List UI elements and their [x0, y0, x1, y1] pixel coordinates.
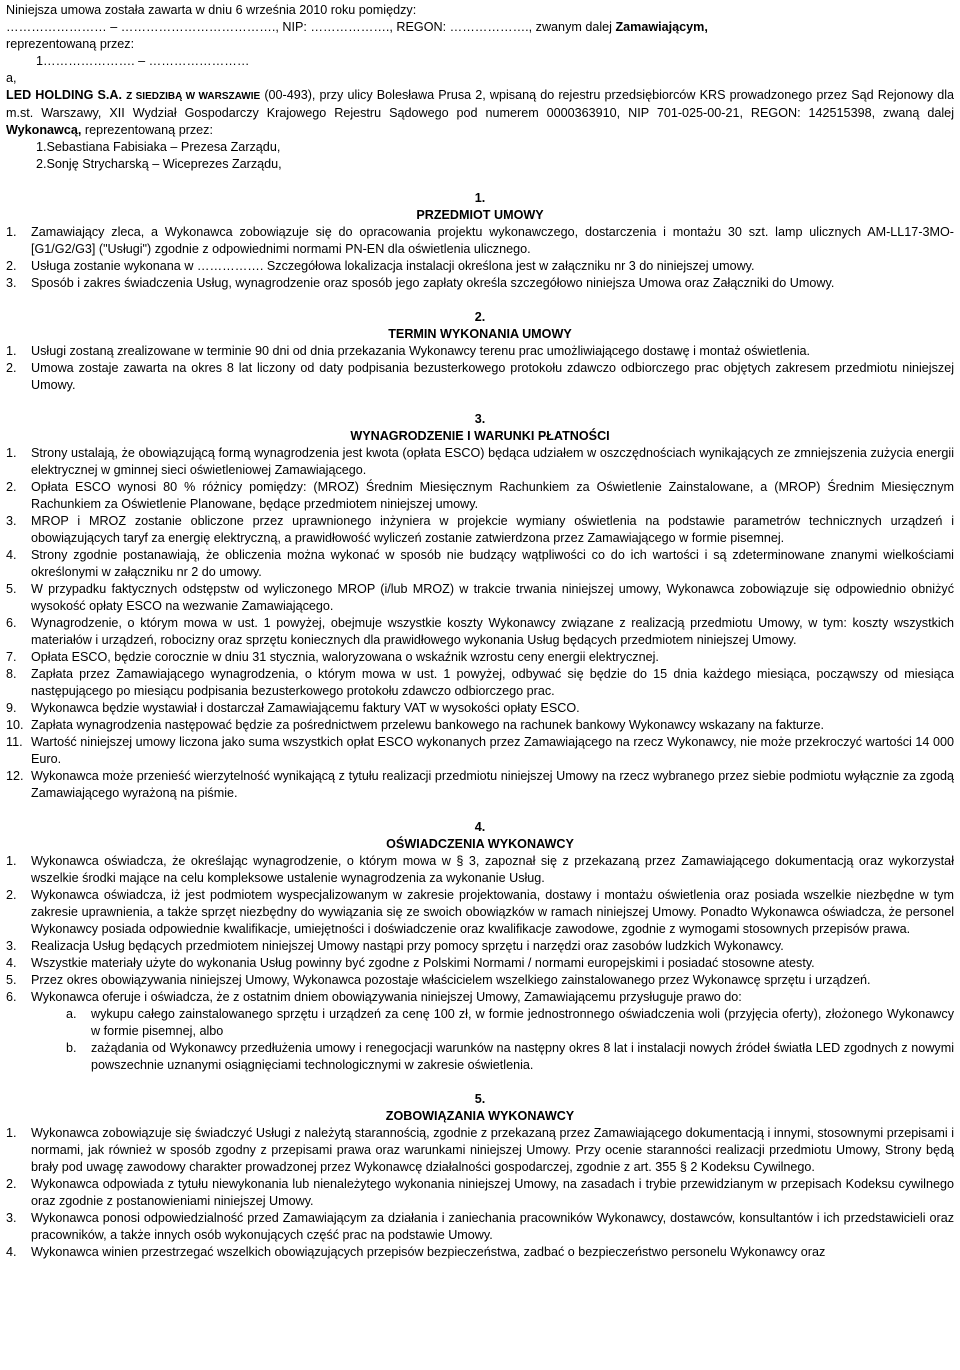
item-number: 2. [6, 259, 17, 273]
item-number: 3. [6, 939, 17, 953]
item-number: 1. [6, 1126, 17, 1140]
item-text: MROP i MROZ zostanie obliczone przez uprawnionego inżyniera w projekcie wymiany oświetlenia na podstawie parametrów technicznych urządzeń i obowiązujących taryf za energię elektryczną, a prawidłowość wyliczeń zostanie zatwierdzona przez Zamawiającego w formie pisemnej. [31, 514, 954, 545]
list-item [6, 972, 954, 989]
company-paragraph [6, 87, 954, 139]
item-text: Zamawiający zleca, a Wykonawca zobowiązuje się do opracowania projektu wykonawczego, dostarczenia i montażu 30 szt. lamp ulicznych AM-LL17-3MO-[G1/G2/G3] ("Usługi") zgodnie z odpowiednimi normami PN-EN dla oświetlenia ulicznego. [31, 225, 954, 256]
intro-party-placeholder: …………………… – ………………………………., NIP: ………………., REGON: ………………., zwanym dalej [6, 20, 612, 34]
intro-line-5: a, [6, 71, 17, 85]
company-seat: Z SIEDZIBĄ W WARSZAWIE [126, 91, 261, 102]
representative-1: 1.Sebastiana Fabisiaka – Prezesa Zarządu, [36, 140, 281, 154]
item-text: Opłata ESCO, będzie corocznie w dniu 31 stycznia, waloryzowana o wskaźnik wzrostu ceny energii elektrycznej. [31, 650, 659, 664]
sub-item-letter: b. [66, 1041, 77, 1055]
item-text: Wykonawca zobowiązuje się świadczyć Usługi z należytą starannością, zgodnie z przekazaną przez Zamawiającego dokumentacją i innymi, stosownymi przepisami i normami, jak również w sposób zgodny z przepisami prawa oraz warunkami niniejszej Umowy. Przy ocenie staranności realizacji przedmiotu Umowy, Strony będą brały pod uwagę zawodowy charakter prowadzonej przez Wykonawcę działalności gospodarczej, zgodnie z art. 355 § 2 Kodeksu Cywilnego. [31, 1126, 954, 1174]
item-number: 4. [6, 1245, 17, 1259]
item-text: Wykonawca oferuje i oświadcza, że z ostatnim dniem obowiązywania niniejszej Umowy, Zamawiającemu przysługuje prawo do: [31, 990, 742, 1004]
list-item [6, 649, 954, 666]
sub-item [6, 1040, 954, 1074]
section-number: 1. [474, 191, 486, 205]
item-text: Wykonawca będzie wystawiał i dostarczał Zamawiającemu faktury VAT w wysokości opłaty ESCO. [31, 701, 580, 715]
list-item [6, 445, 954, 479]
list-item [6, 955, 954, 972]
list-item [6, 343, 954, 360]
item-text: Zapłata przez Zamawiającego wynagrodzenia, o którym mowa w ust. 1 powyżej, odbywać się będzie do 15 dnia każdego miesiąca, począwszy od miesiąca następującego po miesiącu podpisania bezusterkowego protokołu zdawczo odbiorczego prac. [31, 667, 954, 698]
item-number: 8. [6, 667, 17, 681]
item-text: Zapłata wynagrodzenia następować będzie za pośrednictwem przelewu bankowego na rachunek bankowy Wykonawcy wskazany na fakturze. [31, 718, 825, 732]
intro-party-role: Zamawiającym, [615, 20, 708, 34]
list-item [6, 666, 954, 700]
representative-2: 2.Sonję Strycharską – Wiceprezes Zarządu, [36, 157, 282, 171]
list-item [6, 989, 954, 1006]
list-item [6, 615, 954, 649]
list-item [6, 1244, 954, 1261]
section-title: OŚWIADCZENIA WYKONAWCY [386, 837, 574, 851]
item-number: 11. [6, 735, 23, 749]
company-tail: reprezentowaną przez: [84, 123, 213, 137]
item-number: 10. [6, 718, 24, 732]
item-number: 4. [6, 548, 17, 562]
intro-line-2 [6, 19, 954, 36]
item-number: 2. [6, 1177, 17, 1191]
item-number: 2. [6, 888, 17, 902]
item-text: Opłata ESCO wynosi 80 % różnicy pomiędzy: (MROZ) Średnim Miesięcznym Rachunkiem za Oświetlenie Zainstalowane, a (MROP) Średnim Miesięcznym Rachunkiem za Oświetlenie Planowane, będące przedmiotem niniejszej umowy. [31, 480, 954, 511]
item-text: Umowa zostaje zawarta na okres 8 lat liczony od daty podpisania bezusterkowego protokołu zdawczo odbiorczego prac objętych zakresem przedmiotu niniejszej Umowy. [31, 361, 954, 392]
list-item [6, 360, 954, 394]
list-item [6, 768, 954, 802]
section-title: WYNAGRODZENIE I WARUNKI PŁATNOŚCI [350, 429, 610, 443]
item-text: Sposób i zakres świadczenia Usług, wynagrodzenie oraz sposób jego zapłaty określa szczegółowo niniejsza Umowa oraz Załączniki do Umowy. [31, 276, 835, 290]
list-item [6, 547, 954, 581]
list-item [6, 479, 954, 513]
list-item [6, 1210, 954, 1244]
item-number: 2. [6, 361, 17, 375]
item-number: 6. [6, 990, 17, 1004]
sub-item-letter: a. [66, 1007, 77, 1021]
section-number: 5. [474, 1092, 486, 1106]
item-text: Wartość niniejszej umowy liczona jako suma wszystkich opłat ESCO wykonanych przez Zamawiającego na rzecz Wykonawcy, nie może przekroczyć wartości 14 000 Euro. [31, 735, 954, 766]
list-item [6, 258, 954, 275]
list-item [6, 734, 954, 768]
sub-item-text: zażądania od Wykonawcy przedłużenia umowy i renegocjacji warunków na następny okres 8 lat i instalacji nowych źródeł światła LED zgodnych z nowymi powszechnie uznanymi osiągnięciami technologicznymi w zakresie oświetlenia. [91, 1041, 954, 1072]
spacer [6, 173, 954, 190]
list-item [6, 853, 954, 887]
item-text: Wykonawca oświadcza, że określając wynagrodzenie, o którym mowa w § 3, zapoznał się z przekazaną przez Zamawiającego dokumentacją oraz wykorzystał wszelkie środki mające na celu kompleksowe ustalenie wynagrodzenia za wykonanie Usług. [31, 854, 954, 885]
section-number: 4. [474, 820, 486, 834]
item-text: Wszystkie materiały użyte do wykonania Usług powinny być zgodne z Polskimi Normami / normami europejskimi i posiadać stosowne atesty. [31, 956, 815, 970]
item-text: Wykonawca ponosi odpowiedzialność przed Zamawiającym za działania i zaniechania pracowników Wykonawcy, dostawców, konsultantów i ich przedstawicieli oraz pracowników, a także innych osób wykonujących część prac na podstawie Umowy. [31, 1211, 954, 1242]
item-text: Strony zgodnie postanawiają, że obliczenia można wykonać w sposób nie budzący wątpliwości co do ich wartości i są zdeterminowane znanymi wielkościami określonymi w załączniku nr 2 do umowy. [31, 548, 954, 579]
list-item [6, 717, 954, 734]
item-number: 7. [6, 650, 17, 664]
spacer [6, 292, 954, 309]
company-details: (00-493), przy ulicy Bolesława Prusa 2, wpisaną do rejestru przedsiębiorców KRS prowadzonego przez Sąd Rejonowy dla m.st. Warszawy, XII Wydział Gospodarczy Krajowego Rejestru Sądowego pod numerem 0000363910, NIP 701-025-00-21, REGON: 142515398, zwaną dalej [6, 88, 954, 120]
intro-line-1: Niniejsza umowa została zawarta w dniu 6 września 2010 roku pomiędzy: [6, 3, 417, 17]
spacer [6, 802, 954, 819]
section-title: TERMIN WYKONANIA UMOWY [388, 327, 572, 341]
list-item [6, 1125, 954, 1176]
item-number: 1. [6, 446, 17, 460]
intro-line-3: reprezentowaną przez: [6, 37, 135, 51]
item-number: 6. [6, 616, 17, 630]
item-number: 12. [6, 769, 24, 783]
section-number: 2. [474, 310, 486, 324]
section-title: ZOBOWIĄZANIA WYKONAWCY [385, 1109, 575, 1123]
item-text: Usługa zostanie wykonana w ……………. Szczegółowa lokalizacja instalacji określona jest w załączniku nr 3 do niniejszej umowy. [31, 259, 755, 273]
section-title: PRZEDMIOT UMOWY [416, 208, 544, 222]
list-item [6, 581, 954, 615]
item-number: 5. [6, 973, 17, 987]
item-text: Wynagrodzenie, o którym mowa w ust. 1 powyżej, obejmuje wszystkie koszty Wykonawcy związane z realizacją przedmiotu Umowy, w tym: koszty wszystkich materiałów i urządzeń, robocizny oraz sprzętu koniecznych dla prawidłowego wykonania Usług będących przedmiotem niniejszej Umowy. [31, 616, 954, 647]
item-number: 3. [6, 514, 17, 528]
item-text: Usługi zostaną zrealizowane w terminie 90 dni od dnia przekazania Wykonawcy terenu prac umożliwiającego dostawę i montaż oświetlenia. [31, 344, 810, 358]
item-number: 5. [6, 582, 17, 596]
section-number: 3. [474, 412, 486, 426]
item-text: Przez okres obowiązywania niniejszej Umowy, Wykonawca pozostaje właścicielem wszelkiego zainstalowanego przez Wykonawcę sprzętu i urządzeń. [31, 973, 871, 987]
sub-item [6, 1006, 954, 1040]
intro-line-4: 1…………………. – …………………… [36, 54, 250, 68]
item-number: 1. [6, 854, 17, 868]
item-number: 3. [6, 1211, 17, 1225]
list-item [6, 275, 954, 292]
item-number: 3. [6, 276, 17, 290]
item-number: 9. [6, 701, 17, 715]
company-role: Wykonawcą, [6, 123, 82, 137]
item-text: Wykonawca oświadcza, iż jest podmiotem wyspecjalizowanym w zakresie projektowania, dostawy i montażu oświetlenia oraz posiada wszelkie niezbędne w tym zakresie uprawnienia, a także sprzęt niezbędny do wywiązania się ze swoich obowiązków w ramach niniejszej Umowy. Ponadto Wykonawca oświadcza, że personel Wykonawcy posiada odpowiednie kwalifikacje, umiejętności i doświadczenie oraz kwalifikacje zawodowe, zgodnie z wymogami stosownych przepisów prawa. [31, 888, 954, 936]
list-item [6, 938, 954, 955]
sub-item-text: wykupu całego zainstalowanego sprzętu i urządzeń za cenę 100 zł, w formie jednostronnego oświadczenia woli (przyjęcia oferty), złożonego Wykonawcy w formie pisemnej, albo [91, 1007, 954, 1038]
item-number: 4. [6, 956, 17, 970]
item-text: Wykonawca może przenieść wierzytelność wynikającą z tytułu realizacji przedmiotu niniejszej Umowy na rzecz wybranego przez siebie podmiotu wyłącznie za zgodą Zamawiającego wyrażoną na piśmie. [31, 769, 954, 800]
spacer [6, 394, 954, 411]
item-number: 1. [6, 225, 17, 239]
item-number: 2. [6, 480, 17, 494]
item-number: 1. [6, 344, 17, 358]
item-text: W przypadku faktycznych odstępstw od wyliczonego MROP (i/lub MROZ) w trakcie trwania niniejszej umowy, Wykonawca zobowiązuje się odpowiednio obniżyć wysokość opłaty ESCO na wezwanie Zamawiającego. [31, 582, 954, 613]
list-item [6, 887, 954, 938]
list-item [6, 700, 954, 717]
item-text: Strony ustalają, że obowiązującą formą wynagrodzenia jest kwota (opłata ESCO) będąca udziałem w oszczędnościach wynikających ze zmniejszenia zużycia energii elektrycznej w gminnej sieci oświetleniowej Zamawiającego. [31, 446, 954, 477]
item-text: Wykonawca winien przestrzegać wszelkich obowiązujących przepisów bezpieczeństwa, zadbać o bezpieczeństwo personelu Wykonawcy oraz [31, 1245, 826, 1259]
list-item [6, 1176, 954, 1210]
list-item [6, 224, 954, 258]
spacer [6, 1074, 954, 1091]
company-name: LED HOLDING S.A. [6, 88, 122, 102]
list-item [6, 513, 954, 547]
item-text: Realizacja Usług będących przedmiotem niniejszej Umowy nastąpi przy pomocy sprzętu i narzędzi oraz zasobów ludzkich Wykonawcy. [31, 939, 784, 953]
item-text: Wykonawca odpowiada z tytułu niewykonania lub nienależytego wykonania niniejszej Umowy, na zasadach i trybie przewidzianym w przepisach Kodeksu cywilnego oraz zgodnie z postanowieniami niniejszej Umowy. [31, 1177, 954, 1208]
